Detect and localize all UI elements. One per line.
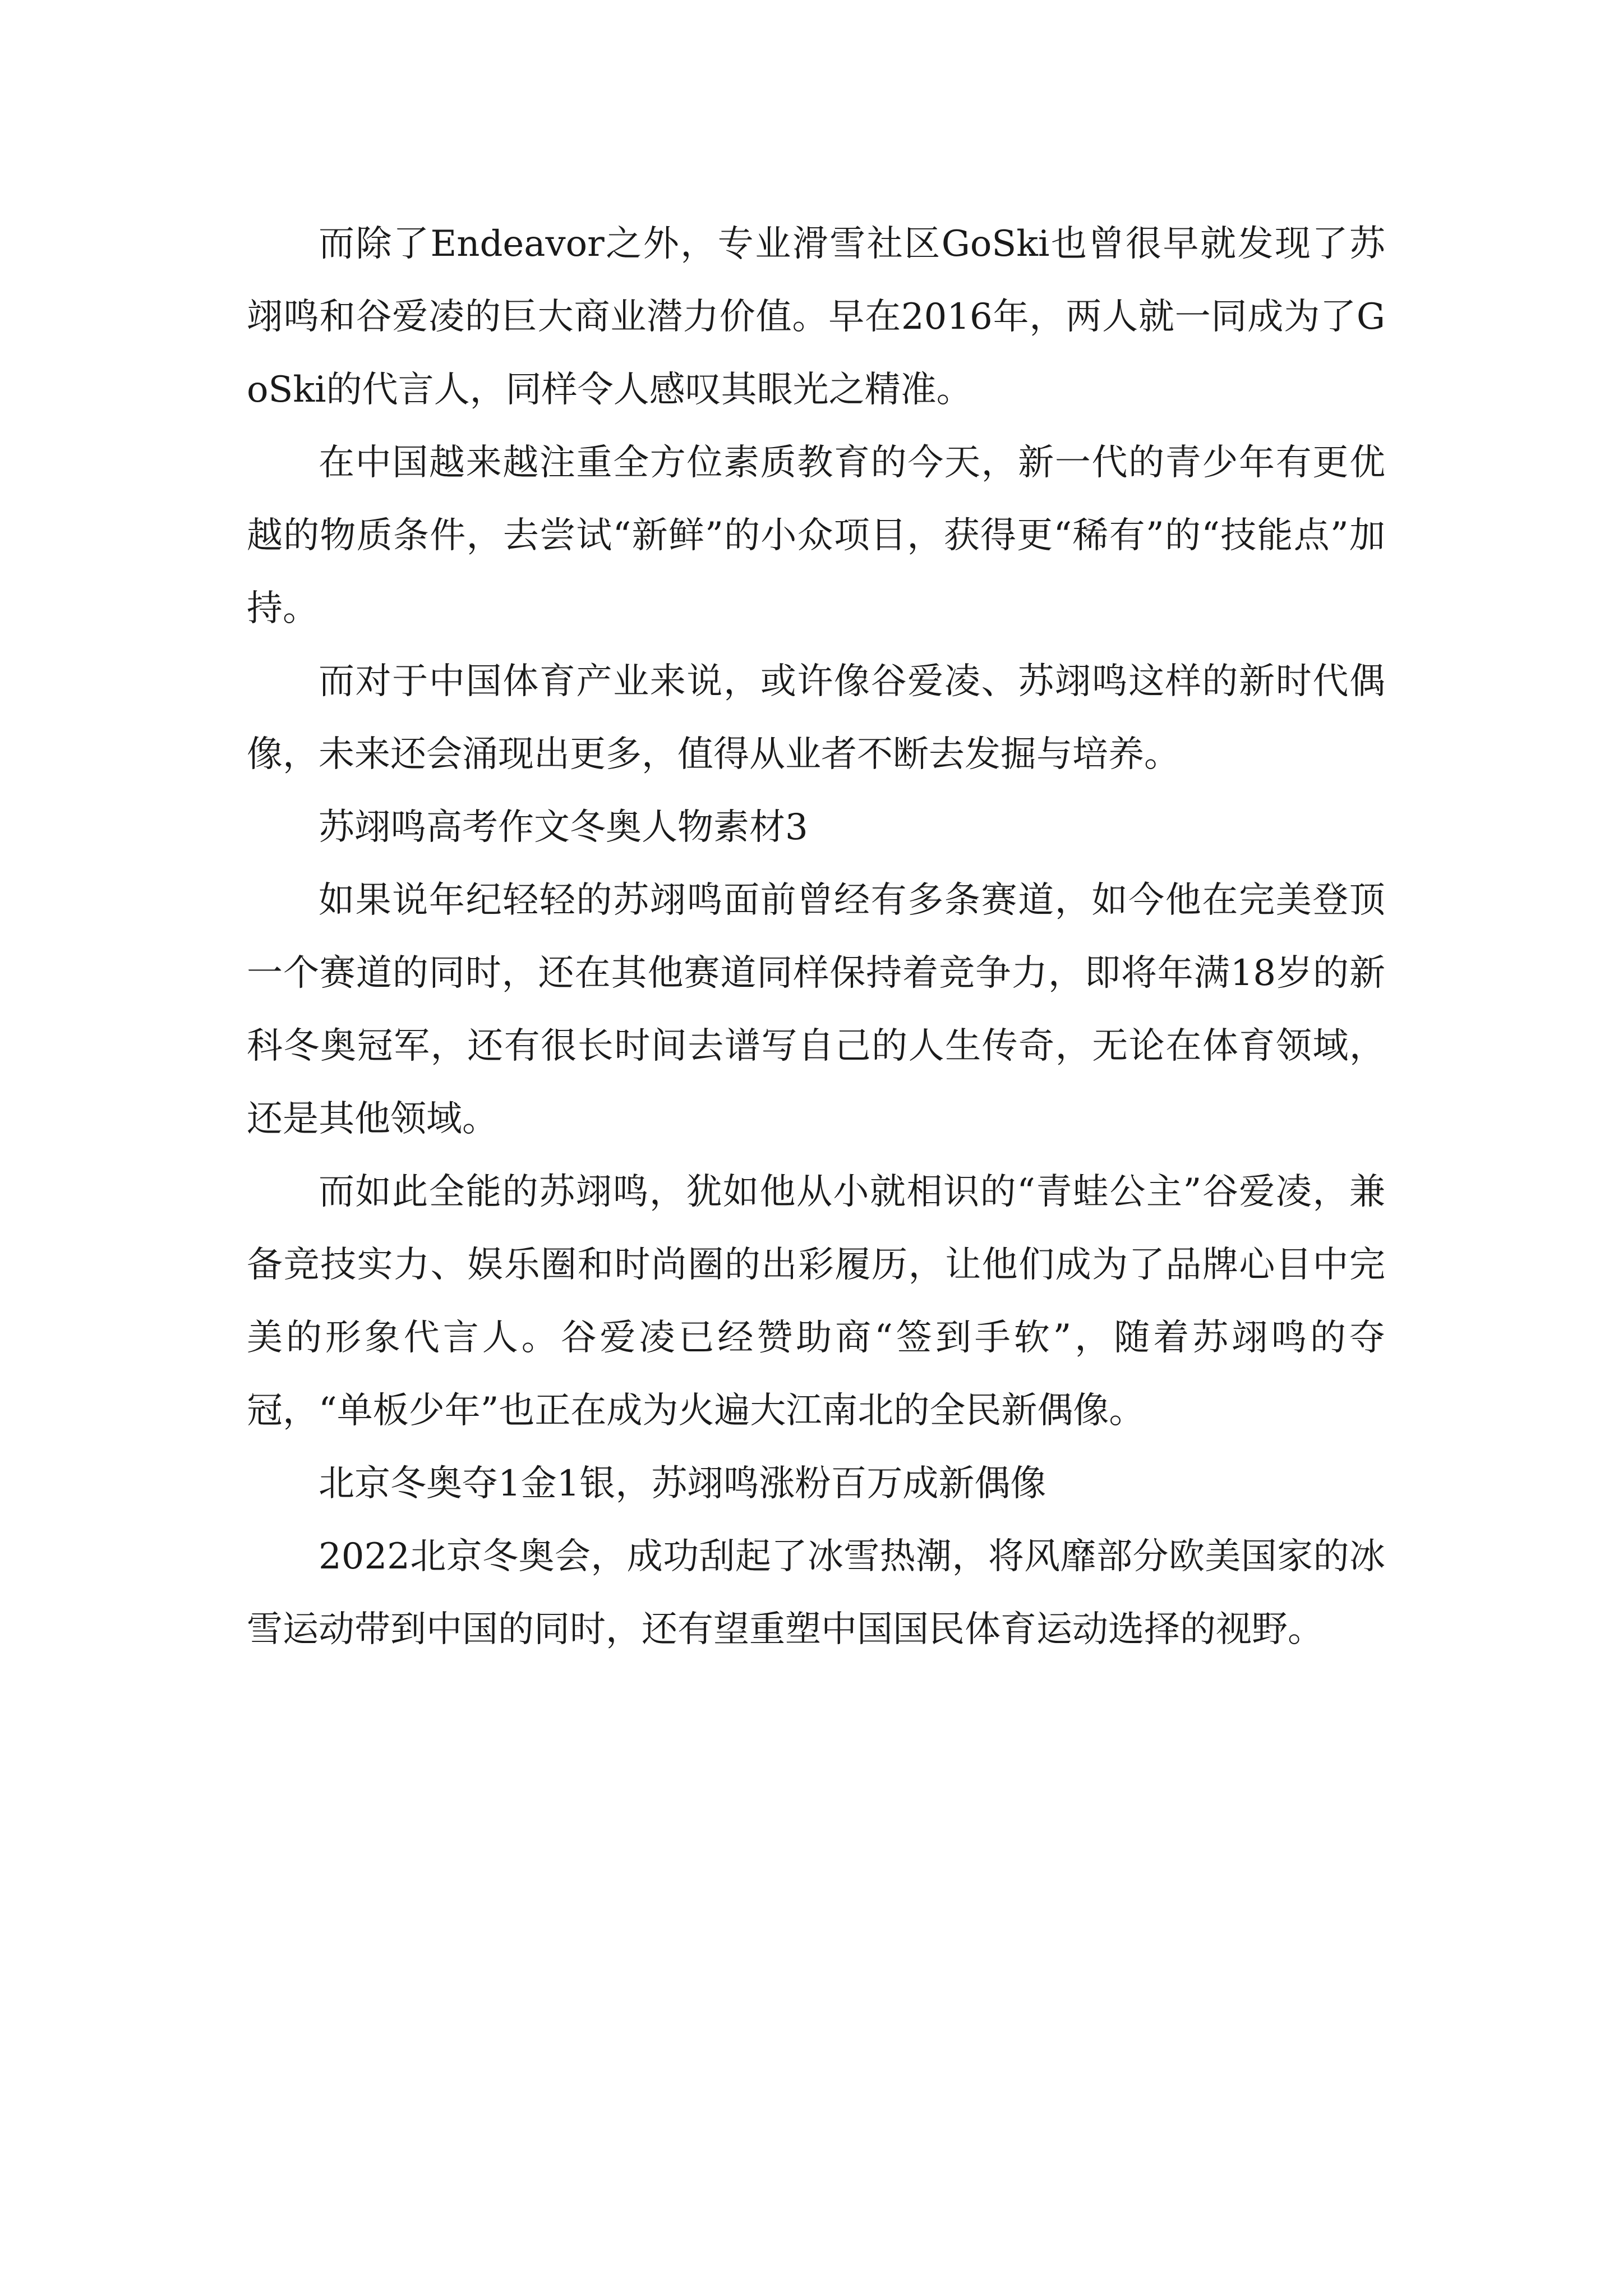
paragraph-beijing-2022: 2022北京冬奥会，成功刮起了冰雪热潮，将风靡部分欧美国家的冰雪运动带到中国的同时，还有望重塑中国国民体育运动选择的视野。 [247,1536,1385,1650]
paragraph-quality-education: 在中国越来越注重全方位素质教育的今天，新一代的青少年有更优越的物质条件，去尝试“新鲜”的小众项目，获得更“稀有”的“技能点”加持。 [247,442,1385,629]
paragraph-multiple-tracks: 如果说年纪轻轻的苏翊鸣面前曾经有多条赛道，如今他在完美登顶一个赛道的同时，还在其他赛道同样保持着竞争力，即将年满18岁的新科冬奥冠军，还有很长时间去谱写自己的人生传奇，无论在体育领域，还是其他领域。 [247,880,1385,1140]
paragraph-sports-industry: 而对于中国体育产业来说，或许像谷爱凌、苏翊鸣这样的新时代偶像，未来还会涌现出更多，值得从业者不断去发掘与培养。 [247,661,1385,775]
section-heading-material-3: 苏翊鸣高考作文冬奥人物素材3 [319,807,808,848]
document-body [247,208,1385,1666]
paragraph-all-round-idol: 而如此全能的苏翊鸣，犹如他从小就相识的“青蛙公主”谷爱凌，兼备竞技实力、娱乐圈和时尚圈的出彩履历，让他们成为了品牌心目中完美的形象代言人。谷爱凌已经赞助商“签到手软”，随着苏翊鸣的夺冠，“单板少年”也正在成为火遍大江南北的全民新偶像。 [247,1171,1385,1432]
paragraph-endeavor-goski: 而除了Endeavor之外，专业滑雪社区GoSki也曾很早就发现了苏翊鸣和谷爱凌的巨大商业潜力价值。早在2016年，两人就一同成为了GoSki的代言人，同样令人感叹其眼光之精准。 [247,223,1385,411]
section-heading-beijing-medals: 北京冬奥夺1金1银，苏翊鸣涨粉百万成新偶像 [319,1463,1046,1504]
